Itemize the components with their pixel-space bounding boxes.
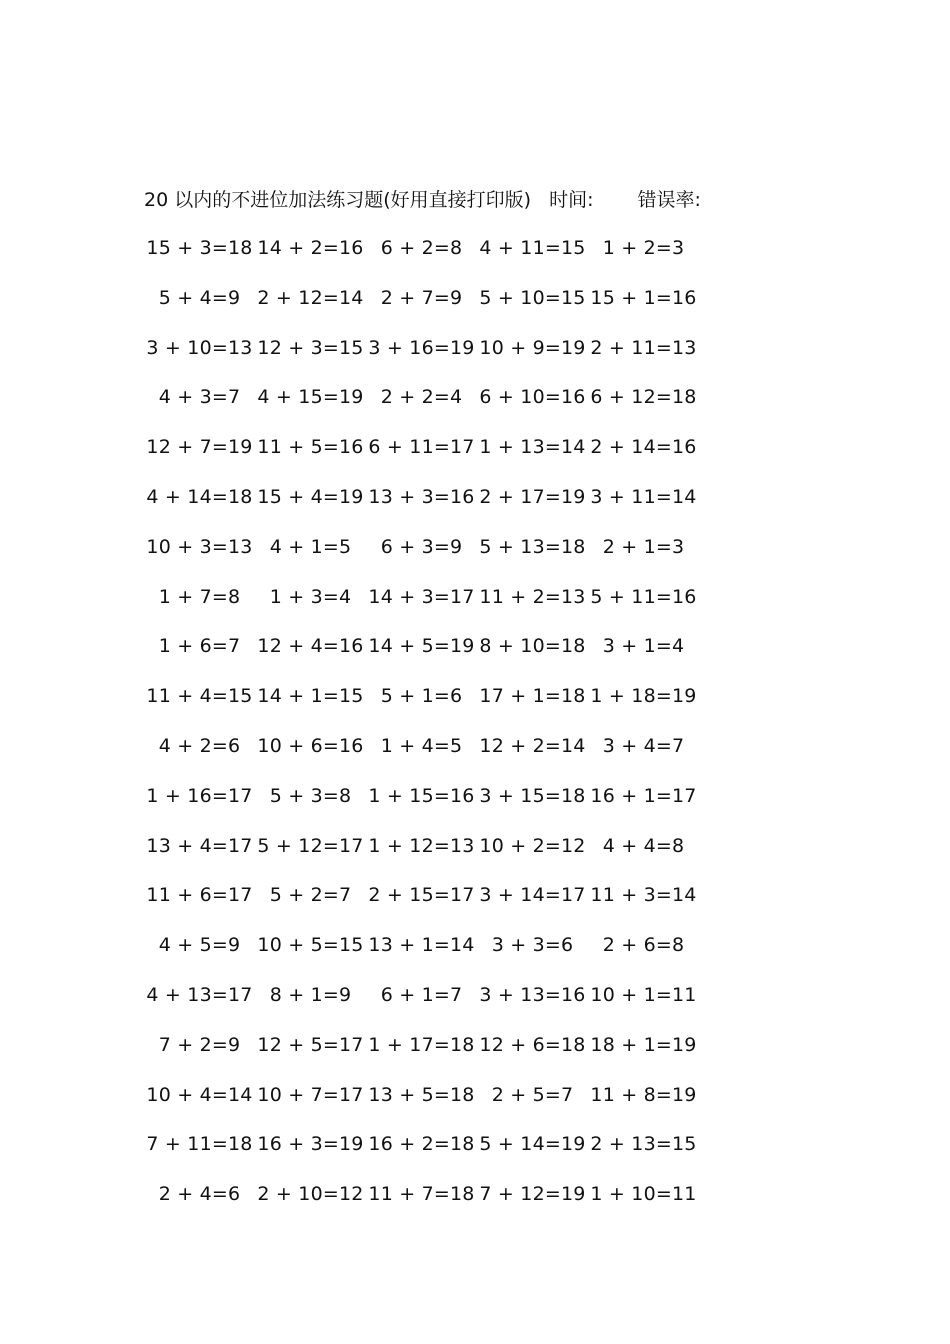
problem-row — [144, 582, 704, 632]
problem-row — [144, 1129, 704, 1179]
problem-cell: 10 + 2=12 — [479, 834, 586, 857]
problem-cell: 11 + 2=13 — [479, 585, 586, 608]
problem-cell: 11 + 7=18 — [368, 1183, 475, 1206]
problem-cell: 13 + 5=18 — [368, 1083, 475, 1106]
problem-cell: 16 + 3=19 — [257, 1133, 364, 1156]
problem-cell: 1 + 18=19 — [590, 685, 697, 708]
problem-cell: 3 + 16=19 — [368, 336, 475, 359]
problem-row — [144, 1179, 704, 1229]
problem-cell: 2 + 7=9 — [380, 286, 463, 309]
problem-cell: 6 + 2=8 — [380, 237, 463, 259]
problem-cell: 10 + 7=17 — [257, 1083, 364, 1106]
problem-row — [144, 631, 704, 681]
problem-cell: 5 + 4=9 — [158, 286, 241, 309]
problem-cell: 1 + 3=4 — [269, 585, 352, 608]
problem-cell: 3 + 10=13 — [146, 336, 253, 359]
problem-cell: 4 + 4=8 — [602, 834, 685, 857]
problem-cell: 1 + 16=17 — [146, 784, 253, 807]
problem-cell: 14 + 5=19 — [368, 635, 475, 658]
problem-cell: 12 + 7=19 — [146, 436, 253, 459]
problem-cell: 7 + 11=18 — [146, 1133, 253, 1156]
problem-cell: 10 + 4=14 — [146, 1083, 253, 1106]
problem-cell: 4 + 2=6 — [158, 734, 241, 757]
problem-cell: 4 + 5=9 — [158, 934, 241, 957]
problem-row — [144, 432, 704, 482]
problem-cell: 10 + 3=13 — [146, 535, 253, 558]
problem-cell: 5 + 2=7 — [269, 884, 352, 907]
problem-cell: 10 + 5=15 — [257, 934, 364, 957]
problem-cell: 3 + 15=18 — [479, 784, 586, 807]
problem-cell: 18 + 1=19 — [590, 1033, 697, 1056]
problem-cell: 11 + 8=19 — [590, 1083, 697, 1106]
problem-cell: 7 + 2=9 — [158, 1033, 241, 1056]
problem-cell: 3 + 11=14 — [590, 485, 697, 508]
problem-cell: 17 + 1=18 — [479, 685, 586, 708]
problem-cell: 1 + 10=11 — [590, 1183, 697, 1206]
problem-cell: 2 + 15=17 — [368, 884, 475, 907]
problem-cell: 12 + 2=14 — [479, 734, 586, 757]
problem-row — [144, 283, 704, 333]
problem-cell: 11 + 3=14 — [590, 884, 697, 907]
problem-cell: 14 + 2=16 — [257, 237, 364, 259]
problem-cell: 1 + 17=18 — [368, 1033, 475, 1056]
problem-cell: 14 + 3=17 — [368, 585, 475, 608]
problem-cell: 10 + 6=16 — [257, 734, 364, 757]
problem-cell: 2 + 1=3 — [602, 535, 685, 558]
problem-cell: 6 + 1=7 — [380, 983, 463, 1006]
problem-cell: 2 + 17=19 — [479, 485, 586, 508]
problem-row — [144, 1030, 704, 1080]
problem-cell: 8 + 1=9 — [269, 983, 352, 1006]
problem-cell: 4 + 3=7 — [158, 386, 241, 409]
problem-cell: 15 + 1=16 — [590, 286, 697, 309]
problem-cell: 1 + 6=7 — [158, 635, 241, 658]
problem-cell: 2 + 5=7 — [491, 1083, 574, 1106]
problem-cell: 10 + 9=19 — [479, 336, 586, 359]
problem-cell: 4 + 15=19 — [257, 386, 364, 409]
problem-cell: 3 + 13=16 — [479, 983, 586, 1006]
problem-row — [144, 930, 704, 980]
problem-cell: 4 + 13=17 — [146, 983, 253, 1006]
problem-cell: 5 + 13=18 — [479, 535, 586, 558]
problem-cell: 13 + 3=16 — [368, 485, 475, 508]
problem-cell: 12 + 6=18 — [479, 1033, 586, 1056]
problem-cell: 16 + 2=18 — [368, 1133, 475, 1156]
problem-cell: 7 + 12=19 — [479, 1183, 586, 1206]
problem-cell: 10 + 1=11 — [590, 983, 697, 1006]
problem-cell: 1 + 13=14 — [479, 436, 586, 459]
problem-cell: 2 + 14=16 — [590, 436, 697, 459]
problem-row — [144, 382, 704, 432]
problem-cell: 3 + 4=7 — [602, 734, 685, 757]
problem-cell: 11 + 4=15 — [146, 685, 253, 708]
problem-cell: 5 + 3=8 — [269, 784, 352, 807]
problem-cell: 15 + 4=19 — [257, 485, 364, 508]
problem-cell: 2 + 10=12 — [257, 1183, 364, 1206]
time-label: 时间: — [549, 189, 594, 211]
problem-cell: 11 + 5=16 — [257, 436, 364, 459]
problem-row — [144, 333, 704, 383]
problem-row — [144, 482, 704, 532]
problem-cell: 3 + 3=6 — [491, 934, 574, 957]
problem-cell: 3 + 14=17 — [479, 884, 586, 907]
problem-cell: 14 + 1=15 — [257, 685, 364, 708]
problem-cell: 11 + 6=17 — [146, 884, 253, 907]
problem-cell: 12 + 4=16 — [257, 635, 364, 658]
problem-cell: 2 + 4=6 — [158, 1183, 241, 1206]
problem-cell: 1 + 15=16 — [368, 784, 475, 807]
problem-row — [144, 532, 704, 582]
problem-row — [144, 1080, 704, 1130]
problem-row — [144, 731, 704, 781]
problem-cell: 15 + 3=18 — [146, 237, 253, 259]
problem-row — [144, 781, 704, 831]
problem-cell: 1 + 2=3 — [602, 237, 685, 259]
problem-cell: 2 + 2=4 — [380, 386, 463, 409]
problem-cell: 13 + 1=14 — [368, 934, 475, 957]
problem-cell: 4 + 11=15 — [479, 237, 586, 259]
problem-grid — [144, 233, 704, 1229]
problem-cell: 16 + 1=17 — [590, 784, 697, 807]
problem-cell: 5 + 11=16 — [590, 585, 697, 608]
problem-cell: 2 + 11=13 — [590, 336, 697, 359]
problem-row — [144, 681, 704, 731]
problem-cell: 1 + 12=13 — [368, 834, 475, 857]
problem-cell: 6 + 10=16 — [479, 386, 586, 409]
problem-cell: 13 + 4=17 — [146, 834, 253, 857]
worksheet-header — [144, 186, 701, 214]
problem-cell: 2 + 13=15 — [590, 1133, 697, 1156]
worksheet-title: 20 以内的不进位加法练习题(好用直接打印版) — [144, 189, 532, 211]
problem-cell: 8 + 10=18 — [479, 635, 586, 658]
problem-cell: 2 + 6=8 — [602, 934, 685, 957]
problem-row — [144, 980, 704, 1030]
problem-cell: 5 + 10=15 — [479, 286, 586, 309]
problem-cell: 12 + 5=17 — [257, 1033, 364, 1056]
problem-cell: 4 + 1=5 — [269, 535, 352, 558]
problem-cell: 5 + 1=6 — [380, 685, 463, 708]
problem-cell: 6 + 3=9 — [380, 535, 463, 558]
problem-cell: 2 + 12=14 — [257, 286, 364, 309]
problem-cell: 6 + 12=18 — [590, 386, 697, 409]
problem-cell: 4 + 14=18 — [146, 485, 253, 508]
problem-cell: 1 + 4=5 — [380, 734, 463, 757]
problem-row — [144, 831, 704, 881]
problem-row — [144, 233, 704, 283]
problem-cell: 12 + 3=15 — [257, 336, 364, 359]
problem-cell: 5 + 14=19 — [479, 1133, 586, 1156]
problem-cell: 6 + 11=17 — [368, 436, 475, 459]
problem-cell: 1 + 7=8 — [158, 585, 241, 608]
problem-cell: 3 + 1=4 — [602, 635, 685, 658]
problem-cell: 5 + 12=17 — [257, 834, 364, 857]
error-rate-label: 错误率: — [637, 189, 701, 211]
problem-row — [144, 880, 704, 930]
